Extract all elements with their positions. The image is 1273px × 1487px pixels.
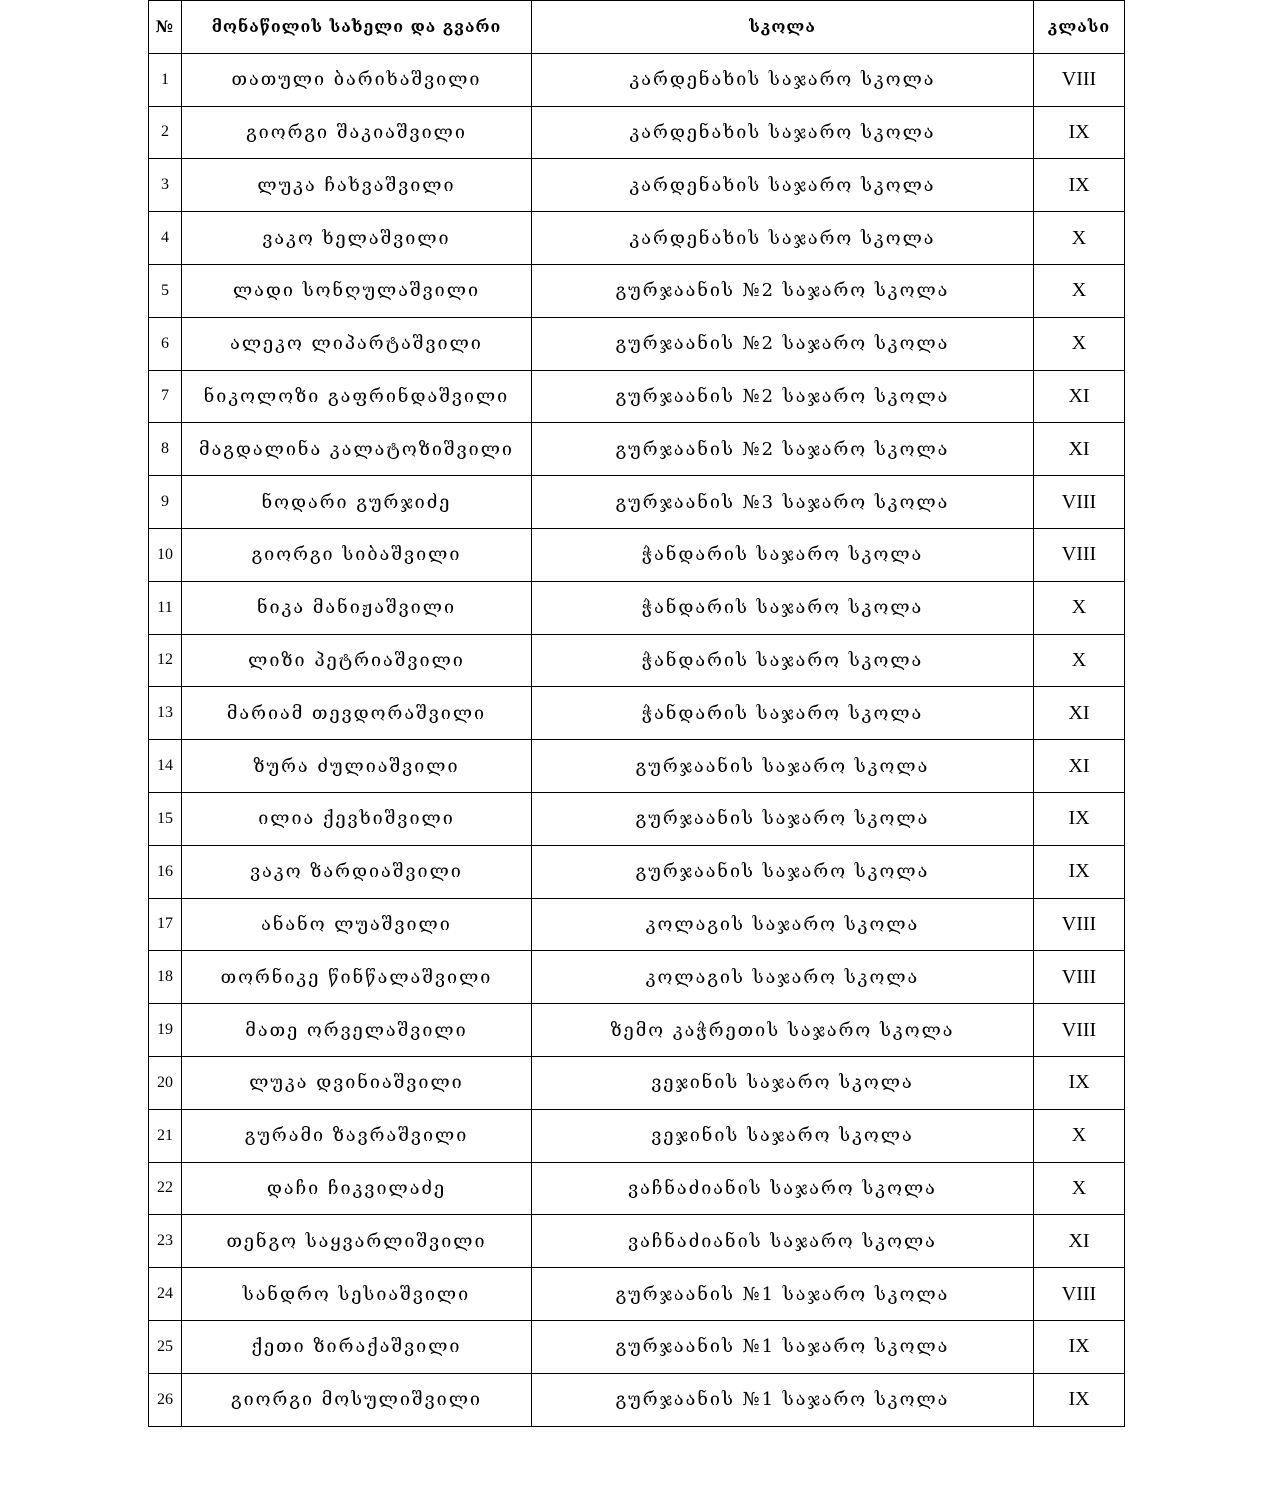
table-row (149, 53, 1125, 106)
school-name: გურჯაანის №2 საჯარო სკოლა (532, 370, 1034, 423)
header-grade: კლასი (1034, 1, 1125, 54)
table-row (149, 1373, 1125, 1426)
row-number: 3 (149, 159, 182, 212)
header-number: № (149, 1, 182, 54)
school-name: კოლაგის საჯარო სკოლა (532, 898, 1034, 951)
grade-level: XI (1034, 423, 1125, 476)
school-name: გურჯაანის საჯარო სკოლა (532, 845, 1034, 898)
participant-name: ალეკო ლიპარტაშვილი (182, 317, 532, 370)
row-number: 23 (149, 1215, 182, 1268)
table-row (149, 1320, 1125, 1373)
table-row (149, 423, 1125, 476)
grade-level: VIII (1034, 53, 1125, 106)
school-name: ზემო კაჭრეთის საჯარო სკოლა (532, 1004, 1034, 1057)
row-number: 8 (149, 423, 182, 476)
participant-name: მაგდალინა კალატოზიშვილი (182, 423, 532, 476)
participant-name: ნოდარი გურჯიძე (182, 476, 532, 529)
table-row (149, 898, 1125, 951)
table-row (149, 740, 1125, 793)
grade-level: VIII (1034, 898, 1125, 951)
participant-name: ლუკა ჩახვაშვილი (182, 159, 532, 212)
table-row (149, 1004, 1125, 1057)
participant-name: ქეთი ზირაქაშვილი (182, 1320, 532, 1373)
participant-name: გიორგი მოსულიშვილი (182, 1373, 532, 1426)
school-name: კარდენახის საჯარო სკოლა (532, 53, 1034, 106)
participant-name: ვაკო ხელაშვილი (182, 212, 532, 265)
school-name: ჭანდარის საჯარო სკოლა (532, 634, 1034, 687)
table-row (149, 1109, 1125, 1162)
table-row (149, 264, 1125, 317)
table-row (149, 951, 1125, 1004)
school-name: ჭანდარის საჯარო სკოლა (532, 581, 1034, 634)
participant-name: ნიკა მანიჟაშვილი (182, 581, 532, 634)
table-row (149, 370, 1125, 423)
table-row (149, 528, 1125, 581)
school-name: კოლაგის საჯარო სკოლა (532, 951, 1034, 1004)
participants-table (148, 0, 1125, 1427)
grade-level: XI (1034, 370, 1125, 423)
header-school: სკოლა (532, 1, 1034, 54)
row-number: 10 (149, 528, 182, 581)
participant-name: მათე ორველაშვილი (182, 1004, 532, 1057)
school-name: ვეჯინის საჯარო სკოლა (532, 1056, 1034, 1109)
grade-level: VIII (1034, 1268, 1125, 1321)
row-number: 4 (149, 212, 182, 265)
school-name: ჭანდარის საჯარო სკოლა (532, 687, 1034, 740)
row-number: 20 (149, 1056, 182, 1109)
grade-level: XI (1034, 740, 1125, 793)
row-number: 16 (149, 845, 182, 898)
grade-level: IX (1034, 106, 1125, 159)
participant-name: თორნიკე წინწალაშვილი (182, 951, 532, 1004)
table-row (149, 634, 1125, 687)
table-row (149, 792, 1125, 845)
row-number: 25 (149, 1320, 182, 1373)
table-row (149, 687, 1125, 740)
school-name: კარდენახის საჯარო სკოლა (532, 106, 1034, 159)
header-name: მონაწილის სახელი და გვარი (182, 1, 532, 54)
school-name: კარდენახის საჯარო სკოლა (532, 159, 1034, 212)
participant-name: ზურა ძულიაშვილი (182, 740, 532, 793)
school-name: გურჯაანის №3 საჯარო სკოლა (532, 476, 1034, 529)
grade-level: VIII (1034, 1004, 1125, 1057)
grade-level: VIII (1034, 951, 1125, 1004)
grade-level: IX (1034, 792, 1125, 845)
school-name: გურჯაანის საჯარო სკოლა (532, 792, 1034, 845)
table-row (149, 212, 1125, 265)
grade-level: X (1034, 1162, 1125, 1215)
row-number: 13 (149, 687, 182, 740)
participant-name: ნიკოლოზი გაფრინდაშვილი (182, 370, 532, 423)
table-row (149, 1056, 1125, 1109)
school-name: გურჯაანის №1 საჯარო სკოლა (532, 1268, 1034, 1321)
row-number: 1 (149, 53, 182, 106)
grade-level: IX (1034, 845, 1125, 898)
table-row (149, 476, 1125, 529)
participant-name: გიორგი შაკიაშვილი (182, 106, 532, 159)
school-name: გურჯაანის №2 საჯარო სკოლა (532, 264, 1034, 317)
school-name: გურჯაანის №1 საჯარო სკოლა (532, 1320, 1034, 1373)
row-number: 6 (149, 317, 182, 370)
grade-level: IX (1034, 1320, 1125, 1373)
row-number: 22 (149, 1162, 182, 1215)
participant-name: ლადი სონღულაშვილი (182, 264, 532, 317)
table-row (149, 106, 1125, 159)
table-row (149, 845, 1125, 898)
school-name: ვაჩნაძიანის საჯარო სკოლა (532, 1215, 1034, 1268)
table-row (149, 159, 1125, 212)
table-row (149, 1162, 1125, 1215)
school-name: ვაჩნაძიანის საჯარო სკოლა (532, 1162, 1034, 1215)
participant-name: ლიზი პეტრიაშვილი (182, 634, 532, 687)
participant-name: მარიამ თევდორაშვილი (182, 687, 532, 740)
row-number: 9 (149, 476, 182, 529)
row-number: 2 (149, 106, 182, 159)
grade-level: VIII (1034, 528, 1125, 581)
grade-level: X (1034, 634, 1125, 687)
school-name: ვეჯინის საჯარო სკოლა (532, 1109, 1034, 1162)
row-number: 12 (149, 634, 182, 687)
participant-name: დაჩი ჩიკვილაძე (182, 1162, 532, 1215)
participant-name: ანანო ლუაშვილი (182, 898, 532, 951)
grade-level: X (1034, 1109, 1125, 1162)
row-number: 17 (149, 898, 182, 951)
table-row (149, 581, 1125, 634)
row-number: 26 (149, 1373, 182, 1426)
grade-level: X (1034, 317, 1125, 370)
participant-name: ვაკო ზარდიაშვილი (182, 845, 532, 898)
table-row (149, 1215, 1125, 1268)
row-number: 19 (149, 1004, 182, 1057)
grade-level: VIII (1034, 476, 1125, 529)
school-name: გურჯაანის №1 საჯარო სკოლა (532, 1373, 1034, 1426)
grade-level: IX (1034, 159, 1125, 212)
table-body (149, 53, 1125, 1426)
grade-level: X (1034, 264, 1125, 317)
school-name: ჭანდარის საჯარო სკოლა (532, 528, 1034, 581)
row-number: 7 (149, 370, 182, 423)
participant-name: გიორგი სიბაშვილი (182, 528, 532, 581)
participant-name: თენგო საყვარლიშვილი (182, 1215, 532, 1268)
grade-level: X (1034, 212, 1125, 265)
row-number: 14 (149, 740, 182, 793)
participant-name: სანდრო სესიაშვილი (182, 1268, 532, 1321)
participant-name: გურამი ზავრაშვილი (182, 1109, 532, 1162)
grade-level: XI (1034, 687, 1125, 740)
grade-level: XI (1034, 1215, 1125, 1268)
grade-level: IX (1034, 1373, 1125, 1426)
school-name: გურჯაანის №2 საჯარო სკოლა (532, 317, 1034, 370)
table-row (149, 317, 1125, 370)
school-name: გურჯაანის საჯარო სკოლა (532, 740, 1034, 793)
row-number: 21 (149, 1109, 182, 1162)
participant-name: ლუკა დვინიაშვილი (182, 1056, 532, 1109)
school-name: კარდენახის საჯარო სკოლა (532, 212, 1034, 265)
row-number: 15 (149, 792, 182, 845)
header-row (149, 1, 1125, 54)
school-name: გურჯაანის №2 საჯარო სკოლა (532, 423, 1034, 476)
participant-name: ილია ქევხიშვილი (182, 792, 532, 845)
row-number: 5 (149, 264, 182, 317)
row-number: 18 (149, 951, 182, 1004)
table-row (149, 1268, 1125, 1321)
grade-level: IX (1034, 1056, 1125, 1109)
row-number: 11 (149, 581, 182, 634)
grade-level: X (1034, 581, 1125, 634)
participant-name: თათული ბარიხაშვილი (182, 53, 532, 106)
row-number: 24 (149, 1268, 182, 1321)
